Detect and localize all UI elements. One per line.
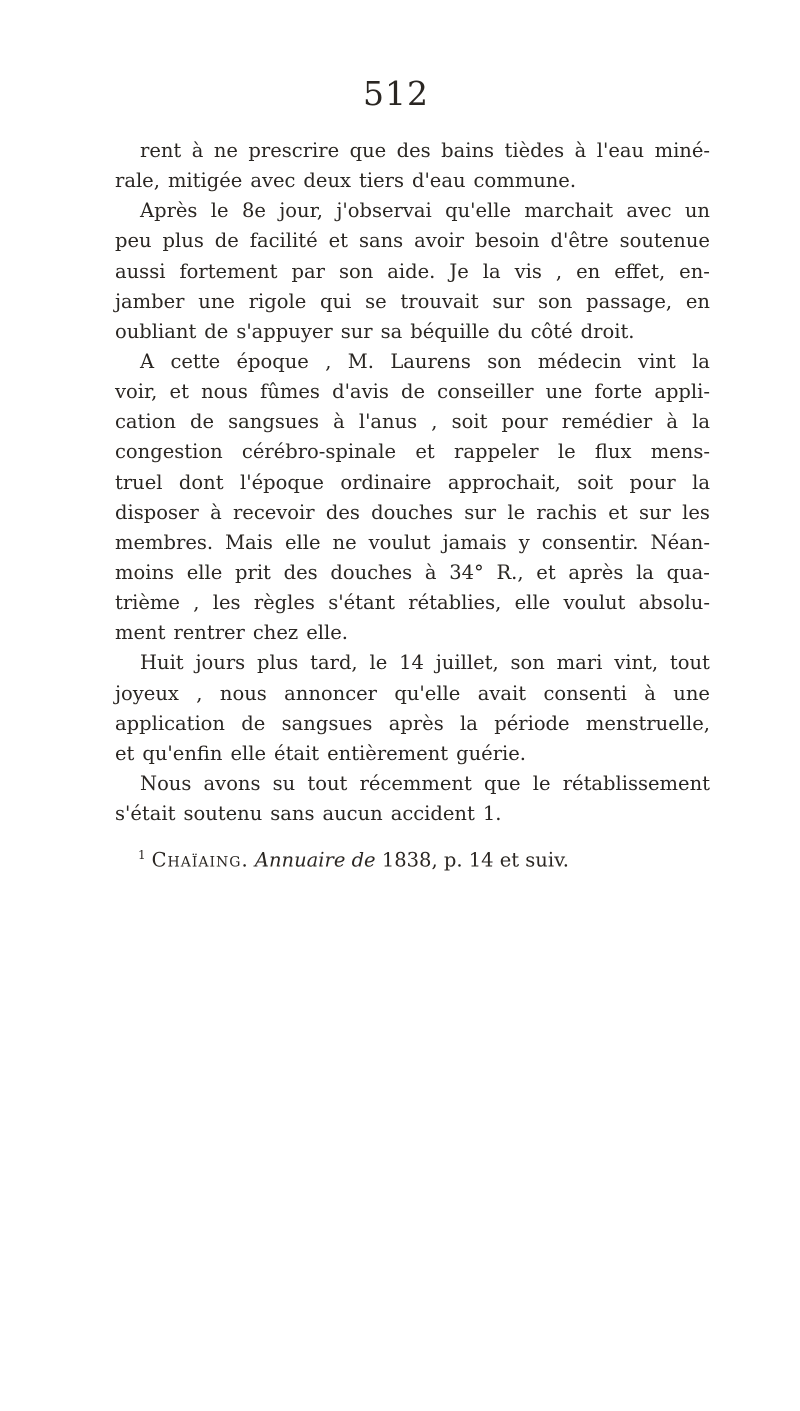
text-line: et qu'enfin elle était entièrement guérie.	[115, 741, 526, 765]
text-line: Nous avons su tout récemment que le rétablissement	[140, 771, 710, 795]
text-line: Huit jours plus tard, le 14 juillet, son mari vint, tout	[140, 651, 710, 675]
footnote-title: Annuaire de	[254, 848, 376, 872]
footnote-author: Chaïaing.	[151, 848, 249, 872]
text-line: Après le 8e jour, j'observai qu'elle marchait avec un	[140, 199, 710, 223]
text-line: cation de sangsues à l'anus , soit pour remédier à la	[115, 410, 710, 434]
text-line: A cette époque , M. Laurens son médecin vint la	[140, 349, 710, 373]
text-line: peu plus de facilité et sans avoir besoin d'être soutenue	[115, 229, 710, 253]
text-line: s'était soutenu sans aucun accident 1.	[115, 802, 502, 826]
text-line: truel dont l'époque ordinaire approchait, soit pour la	[115, 470, 710, 494]
footnote	[138, 848, 569, 872]
text-line: moins elle prit des douches à 34° R., et après la qua-	[115, 560, 710, 584]
body-text	[115, 136, 710, 829]
text-line: jamber une rigole qui se trouvait sur son passage, en	[115, 289, 710, 313]
text-line: trième , les règles s'étant rétablies, elle voulut absolu-	[115, 591, 710, 615]
text-line: application de sangsues après la période menstruelle,	[115, 711, 710, 735]
text-line: membres. Mais elle ne voulut jamais y consentir. Néan-	[115, 530, 710, 554]
text-line: voir, et nous fûmes d'avis de conseiller une forte appli-	[115, 380, 710, 404]
text-line: rale, mitigée avec deux tiers d'eau commune.	[115, 169, 577, 193]
text-line: aussi fortement par son aide. Je la vis , en effet, en-	[115, 259, 710, 283]
text-line: ment rentrer chez elle.	[115, 621, 348, 645]
footnote-details: 1838, p. 14 et suiv.	[381, 848, 570, 872]
text-line: disposer à recevoir des douches sur le rachis et sur les	[115, 500, 710, 524]
footnote-marker: 1	[138, 848, 146, 862]
page-number: 512	[363, 74, 429, 113]
text-line: congestion cérébro-spinale et rappeler le flux mens-	[115, 440, 710, 464]
text-line: rent à ne prescrire que des bains tièdes à l'eau miné-	[140, 139, 710, 162]
text-line: joyeux , nous annoncer qu'elle avait consenti à une	[115, 681, 710, 705]
text-line: oubliant de s'appuyer sur sa béquille du côté droit.	[115, 319, 635, 343]
